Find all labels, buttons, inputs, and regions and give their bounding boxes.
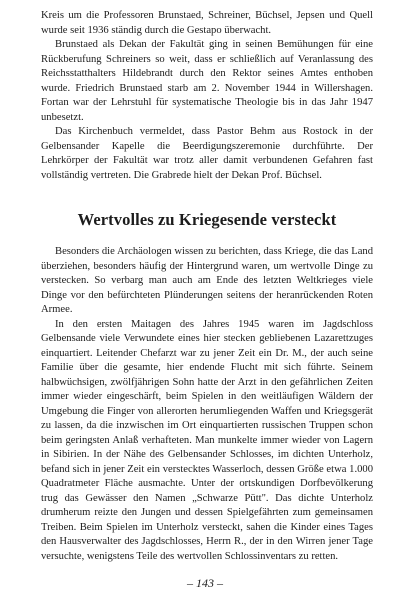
body-paragraph: Kreis um die Professoren Brunstaed, Schreiner, Büchsel, Jepsen und Quell wurde seit 1936 ständig durch die Gestapo überwacht. [41, 10, 373, 36]
book-page [41, 9, 373, 564]
body-paragraph: Brunstaed als Dekan der Fakultät ging in seinen Bemühungen für eine Rückberufung Schreiners so weit, dass er schließlich auf Veranlassung des Reichsstatthalters Hildebrandt durch den Rektor seines Amtes enthoben wurde. Friedrich Brunstaed starb am 2. November 1944 in Willershagen. Fortan war der Lehrstuhl für systematische Theologie bis in das Jahr 1947 unbesetzt. [41, 39, 373, 123]
body-paragraph: Das Kirchenbuch vermeldet, dass Pastor Behm aus Rostock in der Gelbensander Kapelle die Beerdigungszeremonie durchführte. Der Lehrkörper der Fakultät war trotz aller damit verbundenen Gefahren fast vollständig vertreten. Die Grabrede hielt der Dekan Prof. Büchsel. [41, 126, 373, 181]
body-paragraph: In den ersten Maitagen des Jahres 1945 waren im Jagdschloss Gelbensande viele Verwundete eines hier stecken gebliebenen Lazarettzuges einquartiert. Leitender Chefarzt war zu jener Zeit ein Dr. M., der auch seine Familie über die gesamte, hier endende Flucht mit sich führte. Seinem halbwüchsigen, zwölfjährigen Sohn hatte der Arzt in den gefährlichen Zeiten immer wieder eingeschärft, beim Spielen in den weitläufigen Wäldern der Umgebung die Finger von allerorten herumliegenden Waffen und Kriegsgerät zu lassen, da die inzwischen im Ort einquartierten russischen Truppen schon beim geringsten Anlaß verhafteten. Man munkelte immer wieder von Lagern in Sibirien. In der Nähe des Gelbensander Schlosses, im dichten Unterholz, befand sich in jener Zeit ein verstecktes Wasserloch, dessen Größe etwa 1.000 Quadratmeter Fläche ausmachte. Unter der ortskundigen Dorfbevölkerung trug das Gewässer den Namen „Schwarze Pütt". Das dichte Unterholz drumherum reizte den Jungen und dessen Spielgefährten zum gemeinsamen Treiben. Beim Spielen im Unterholz versteckt, sahen die Kinder eines Tages den Hausverwalter des Jagdschlosses, Herrn R., der in den Wirren jener Tage versuchte, wenigstens Teile des wertvollen Schlossinventars zu retten. [41, 318, 373, 562]
body-paragraph: Besonders die Archäologen wissen zu berichten, dass Kriege, die das Land überziehen, besonders häufig der Hintergrund waren, um wertvolle Dinge zu verstecken. So verbarg man auch am Ende des letzten Weltkrieges viele Dinge vor den befürchteten Plünderungen seitens der heranrückenden Roten Armee. [41, 246, 373, 315]
section-heading: Wertvolles zu Kriegesende versteckt [77, 210, 337, 229]
page-number: – 143 – [187, 576, 223, 590]
